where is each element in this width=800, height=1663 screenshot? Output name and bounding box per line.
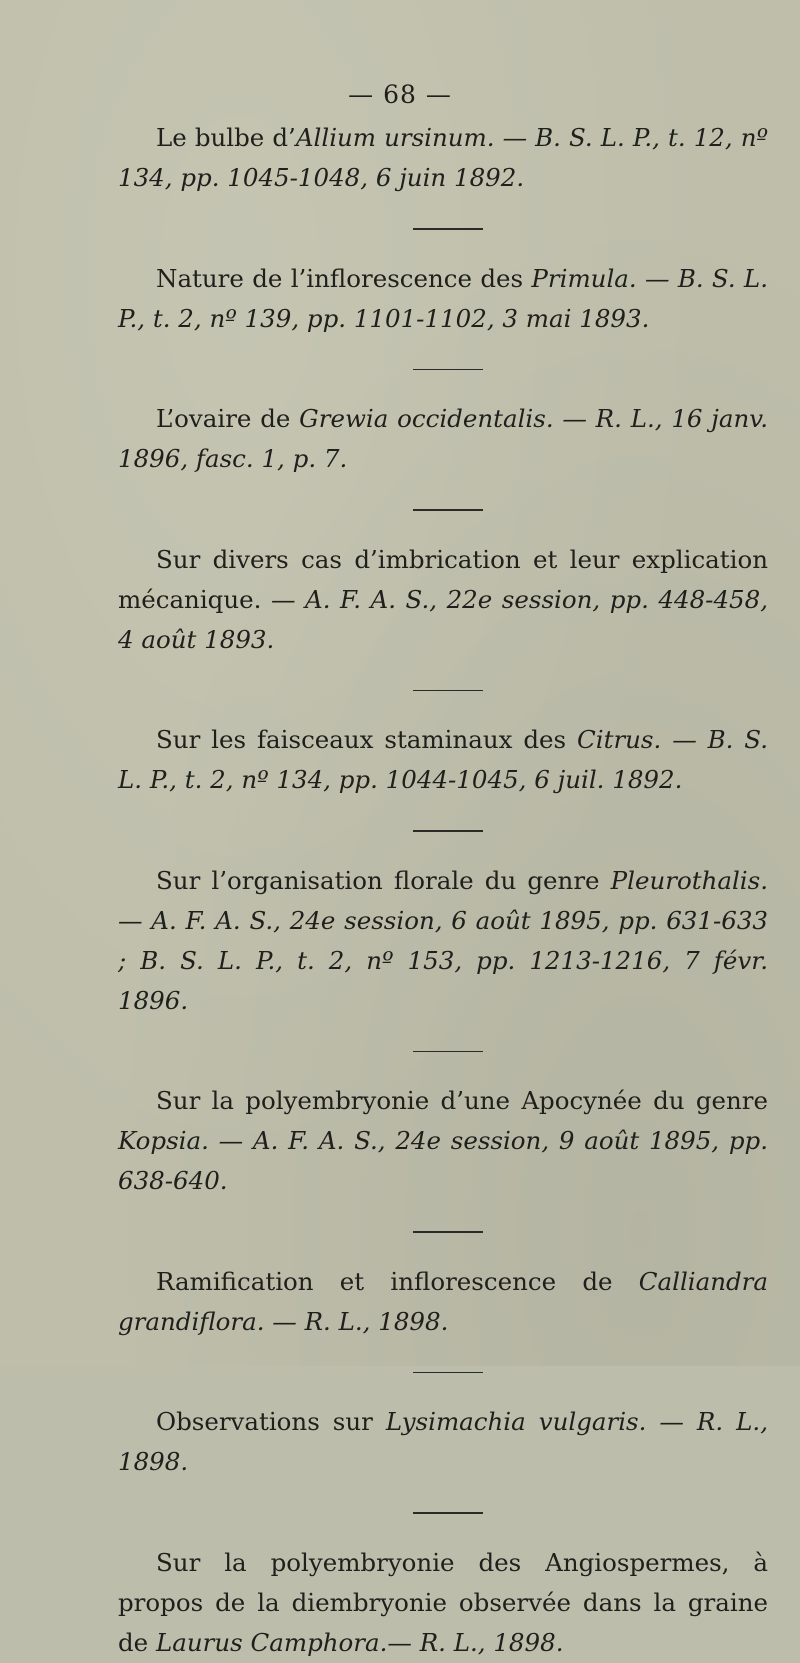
separator-rule (413, 830, 483, 832)
entry-title-italic: Citrus. (577, 725, 662, 754)
separator-rule (413, 369, 483, 371)
entry-title-italic: Grewia occidentalis. (299, 404, 554, 433)
bibliography-entry (118, 1543, 768, 1663)
entry-source: — A. F. A. S., 24e session, 6 août 1895, pp. 631-633 ; B. S. L. P., t. 2, nº 153, pp. 1213-1216, 7 févr. 1896. (118, 905, 768, 1015)
page-number: — 68 — (348, 80, 452, 109)
bibliography-entry (118, 399, 768, 479)
separator-rule (413, 690, 483, 692)
entry-title: Ramification et inflorescence de (156, 1266, 639, 1296)
entry-title: Observations sur (156, 1407, 386, 1436)
bibliography-entry (118, 540, 768, 660)
separator-rule (413, 228, 483, 230)
entry-title-italic: Allium ursinum. (295, 123, 495, 152)
entry-title: Sur l’organisation florale du genre (156, 865, 611, 895)
bibliography-entry (118, 720, 768, 800)
separator-rule (413, 1231, 483, 1233)
entry-source: — B. S. L. P., t. 12, nº 134, pp. 1045-1048, 6 juin 1892. (118, 123, 769, 192)
entry-title-italic: Lysimachia vulgaris. (385, 1407, 647, 1436)
entry-source: — B. S. L. P., t. 2, nº 139, pp. 1101-1102, 3 mai 1893. (118, 263, 768, 333)
entry-title-italic: Primula. (531, 263, 637, 293)
bibliography-entry (118, 1081, 768, 1201)
entry-source: — R. L., 1898. (118, 1407, 768, 1476)
entry-title-italic: Laurus Camphora. (155, 1627, 388, 1657)
entry-title: Sur la polyembryonie des Angiospermes, à propos de la diembryonie observée dans la graine de (118, 1547, 768, 1657)
bibliography-entry (118, 861, 768, 1021)
bibliography-entry (118, 259, 768, 339)
entry-title-italic: Pleurothalis. (610, 865, 768, 895)
entry-source: — A. F. A. S., 22e session, pp. 448-458, 4 août 1893. (118, 584, 768, 654)
separator-rule (413, 1051, 483, 1053)
entry-source: — A. F. A. S., 24e session, 9 août 1895, pp. 638-640. (118, 1126, 768, 1195)
separator-rule (413, 1512, 483, 1514)
entry-title-italic: Calliandra grandiflora. (118, 1266, 768, 1336)
separator-rule (413, 509, 483, 511)
entry-source: — R. L., 1898. (387, 1627, 564, 1657)
entry-title: L’ovaire de (156, 404, 300, 433)
entry-title: Sur les faisceaux staminaux des (156, 725, 578, 754)
separator-rule (413, 1372, 483, 1374)
entry-title-italic: Kopsia. (118, 1126, 209, 1155)
entry-source: — R. L., 16 janv. 1896, fasc. 1, p. 7. (118, 404, 768, 473)
entry-title: Le bulbe d’ (156, 123, 296, 152)
entry-title: Sur la polyembryonie d’une Apocynée du genre (156, 1086, 768, 1115)
bibliography-list (118, 118, 768, 1663)
bibliography-entry (118, 118, 768, 198)
entry-title: Sur divers cas d’imbrication et leur explication mécanique. (118, 544, 768, 614)
bibliography-entry (118, 1402, 768, 1482)
entry-source: — R. L., 1898. (264, 1306, 449, 1336)
bibliography-entry (118, 1262, 768, 1342)
entry-source: — B. S. L. P., t. 2, nº 134, pp. 1044-1045, 6 juil. 1892. (118, 725, 768, 794)
entry-title: Nature de l’inflorescence des (156, 263, 532, 293)
